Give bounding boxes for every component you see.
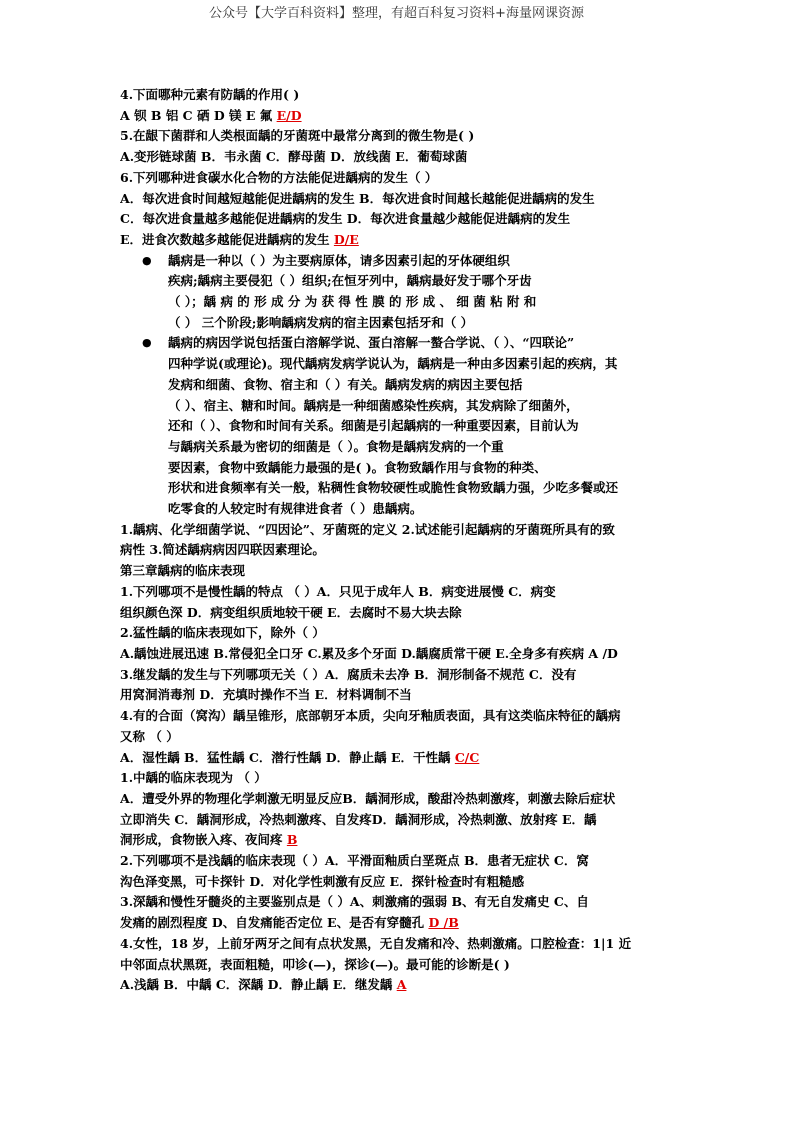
- options-line: 沟色泽变黑，可卡探针 D．对化学性刺激有反应 E．探针检查时有粗糙感: [120, 873, 525, 889]
- question-line: 3.深龋和慢性牙髓炎的主要鉴别点是（ ）A、刺激痛的强弱 B、有无自发痛史 C、自: [120, 894, 589, 910]
- question-line: 6.下列哪种进食碳水化合物的方法能促进龋病的发生（ ）: [120, 169, 438, 185]
- answer-mark: E/D: [276, 107, 302, 123]
- answer-mark: C/C: [454, 749, 480, 765]
- paragraph-line: （ ）、宿主、糖和时间。龋病是一种细菌感染性疾病，其发病除了细菌外，: [168, 397, 579, 413]
- paragraph-line: 形状和进食频率有关一般，粘稠性食物较硬性或脆性食物致龋力强，少吃多餐或还: [168, 480, 619, 496]
- options-line: A.变形链球菌 B．韦永菌 C．酵母菌 D．放线菌 E．葡萄球菌: [120, 149, 468, 165]
- paragraph-line: （ ） 三个阶段;影响龋病发病的宿主因素包括牙和（ ）: [168, 314, 474, 330]
- options-line: 用窝洞消毒剂 D．充填时操作不当 E．材料调制不当: [120, 687, 412, 703]
- question-line: 4.有的合面（窝沟）龋呈锥形，底部朝牙本质，尖向牙釉质表面，具有这类临床特征的龋病: [120, 708, 621, 724]
- question-line: 1.中龋的临床表现为 （ ）: [120, 770, 267, 786]
- paragraph-line: 要因素，食物中致龋能力最强的是( )。食物致龋作用与食物的种类、: [168, 459, 547, 475]
- answer-mark: B: [286, 832, 298, 848]
- options-line: A 钡 B 铝 C 硒 D 镁 E 氟 E/D: [120, 107, 302, 123]
- short-answer-line: 病性 3.简述龋病病因四联因素理论。: [120, 542, 325, 558]
- question-line: 4.下面哪种元素有防龋的作用( ): [120, 87, 300, 102]
- question-line: 5.在龈下菌群和人类根面龋的牙菌斑中最常分离到的微生物是( ): [120, 128, 475, 144]
- paragraph-line: 与龋病关系最为密切的细菌是（ ）。食物是龋病发病的一个重: [168, 438, 504, 454]
- bullet-icon: ●: [142, 253, 152, 267]
- question-line: 3.继发龋的发生与下列哪项无关（ ）A．腐质未去净 B．洞形制备不规范 C．没有: [120, 666, 577, 682]
- paragraph-line: （ ）；龋 病 的 形 成 分 为 获 得 性 膜 的 形 成 、 细 菌 粘 附 和: [168, 294, 537, 310]
- options-line: C．每次进食量越多越能促进龋病的发生 D．每次进食量越少越能促进龋病的发生: [120, 211, 571, 227]
- paragraph-line: 龋病是一种以（ ）为主要病原体，请多因素引起的牙体硬组织: [168, 252, 510, 268]
- options-line: A.龋蚀进展迅速 B.常侵犯全口牙 C.累及多个牙面 D.龋腐质常干硬 E.全身多有疾病 A /D: [120, 645, 618, 661]
- question-line: 2.猛性龋的临床表现如下，除外（ ）: [120, 625, 325, 641]
- chapter-heading: 第三章龋病的临床表现: [120, 563, 246, 579]
- fill-blank-paragraph-1: [120, 251, 680, 334]
- paragraph-line: 四种学说(或理论)。现代龋病发病学说认为，龋病是一种由多因素引起的疾病，其: [168, 356, 618, 372]
- question-line: 又称 （ ）: [120, 728, 179, 744]
- question-line: 中邻面点状黑斑，表面粗糙，叩诊(—)，探诊(—)。最可能的诊断是( ): [120, 956, 510, 972]
- options-line: 立即消失 C．龋洞形成，冷热刺激疼、自发疼D．龋洞形成，冷热刺激、放射疼 E．龋: [120, 811, 597, 827]
- paragraph-line: 疾病;龋病主要侵犯（ ）组织;在恒牙列中，龋病最好发于哪个牙齿: [168, 273, 532, 289]
- question-line: 2.下列哪项不是浅龋的临床表现（ ）A．平滑面釉质白垩斑点 B．患者无症状 C．窝: [120, 853, 589, 869]
- paragraph-line: 龋病的病因学说包括蛋白溶解学说、蛋白溶解一螯合学说、（ ）、“四联论”: [168, 335, 575, 351]
- options-line: A.浅龋 B．中龋 C．深龋 D．静止龋 E．继发龋 A: [120, 977, 407, 993]
- options-line: A．每次进食时间越短越能促进龋病的发生 B．每次进食时间越长越能促进龋病的发生: [120, 190, 595, 206]
- options-line: E．进食次数越多越能促进龋病的发生 D/E: [120, 231, 359, 247]
- page-header: 公众号【大学百科资料】整理，有超百科复习资料+海量网课资源: [209, 6, 584, 21]
- options-line: 组织颜色深 D．病变组织质地较干硬 E．去腐时不易大块去除: [120, 604, 462, 620]
- question-line: 1.下列哪项不是慢性龋的特点 （ ）A．只见于成年人 B．病变进展慢 C．病变: [120, 583, 556, 599]
- document-body: [120, 85, 680, 996]
- options-line: 发痛的剧烈程度 D、自发痛能否定位 E、是否有穿髓孔 D /B: [120, 915, 459, 931]
- bullet-icon: ●: [142, 336, 152, 350]
- question-line: 4.女性，18 岁，上前牙两牙之间有点状发黑，无自发痛和冷、热刺激痛。口腔检查：1|1 近: [120, 935, 632, 951]
- short-answer-line: 1.龋病、化学细菌学说、“四因论”、牙菌斑的定义 2.试述能引起龋病的牙菌斑所具有的致: [120, 521, 615, 537]
- options-line: A．遭受外界的物理化学刺激无明显反应B．龋洞形成，酸甜冷热刺激疼，刺激去除后症状: [120, 790, 616, 806]
- paragraph-line: 还和（ ）、食物和时间有关系。细菌是引起龋病的一种重要因素，目前认为: [168, 418, 579, 434]
- options-line: 洞形成，食物嵌入疼、夜间疼 B: [120, 832, 298, 848]
- answer-mark: D /B: [428, 915, 459, 931]
- paragraph-line: 发病和细菌、食物、宿主和（ ）有关。龋病发病的病因主要包括: [168, 376, 523, 392]
- answer-mark: D/E: [333, 231, 359, 247]
- fill-blank-paragraph-2: [120, 333, 680, 519]
- answer-mark: A: [396, 977, 407, 993]
- paragraph-line: 吃零食的人较定时有规律进食者（ ）患龋病。: [168, 501, 423, 517]
- options-line: A．湿性龋 B．猛性龋 C．潜行性龋 D．静止龋 E．干性龋 C/C: [120, 749, 480, 765]
